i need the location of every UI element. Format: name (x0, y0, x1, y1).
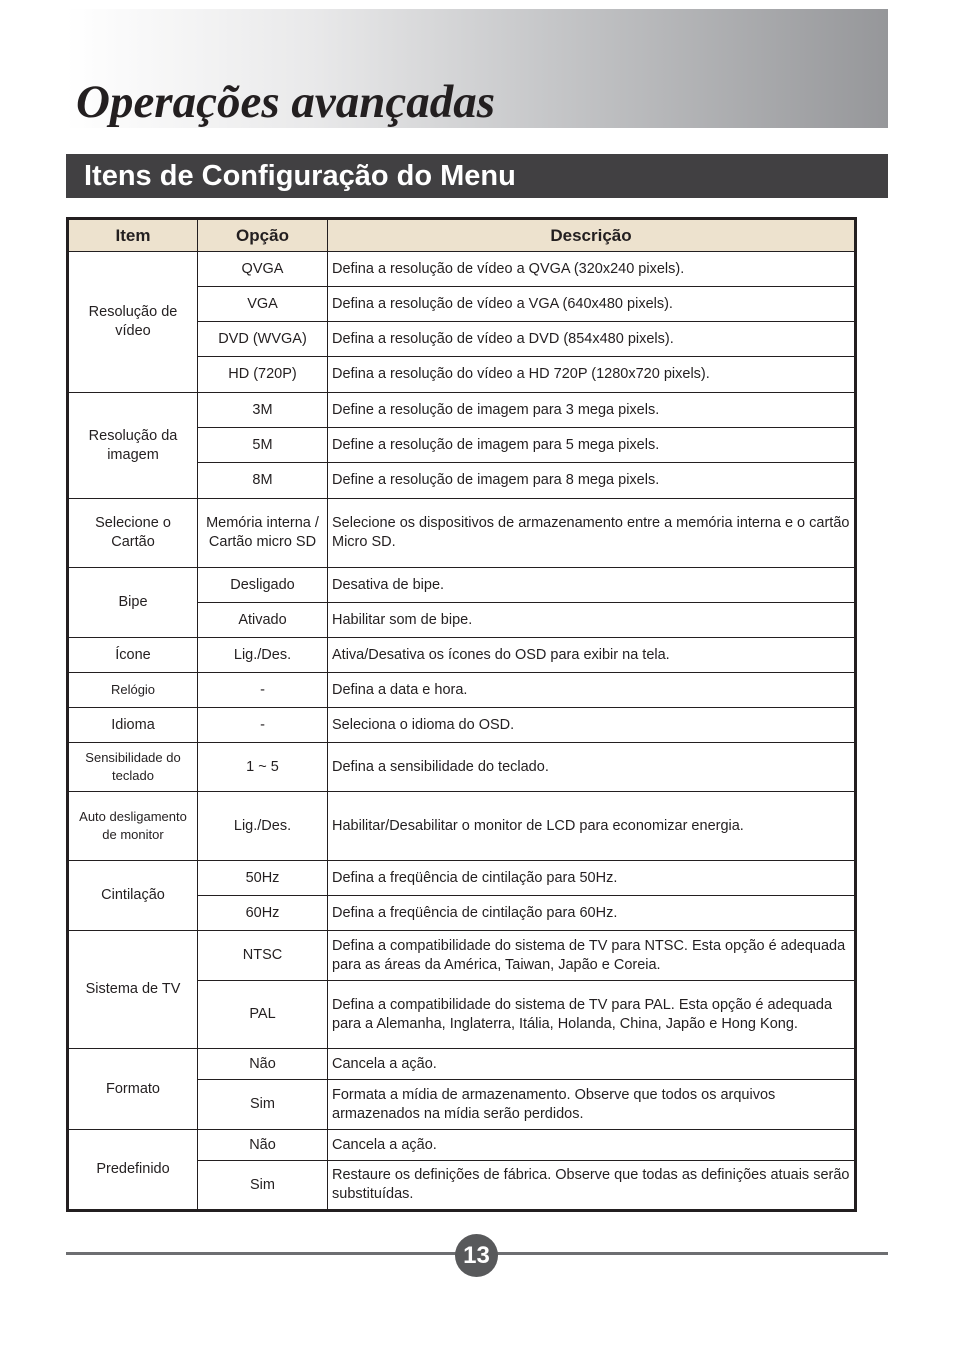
table-row (68, 931, 856, 981)
section-title: Itens de Configuração do Menu (84, 160, 516, 192)
item-cell: Resolução da imagem (68, 393, 198, 499)
table-row (68, 673, 856, 708)
description-cell: Formata a mídia de armazenamento. Observe que todos os arquivos armazenados na mídia serão perdidos. (328, 1080, 856, 1130)
table-row (68, 1049, 856, 1080)
description-cell: Selecione os dispositivos de armazenamento entre a memória interna e o cartão Micro SD. (328, 499, 856, 568)
description-cell: Habilitar/Desabilitar o monitor de LCD para economizar energia. (328, 792, 856, 861)
item-cell: Resolução de vídeo (68, 252, 198, 393)
option-cell: Lig./Des. (198, 792, 328, 861)
item-cell: Idioma (68, 708, 198, 743)
table-row (68, 708, 856, 743)
description-cell: Defina a resolução do vídeo a HD 720P (1280x720 pixels). (328, 357, 856, 393)
header-option: Opção (198, 219, 328, 252)
item-cell: Relógio (68, 673, 198, 708)
item-cell: Cintilação (68, 861, 198, 931)
option-cell: 5M (198, 428, 328, 463)
page-number-badge: 13 (455, 1234, 498, 1277)
item-cell: Sistema de TV (68, 931, 198, 1049)
table-row (68, 638, 856, 673)
section-bar (66, 154, 888, 198)
description-cell: Define a resolução de imagem para 3 mega pixels. (328, 393, 856, 428)
header-description: Descrição (328, 219, 856, 252)
option-cell: Memória interna / Cartão micro SD (198, 499, 328, 568)
description-cell: Defina a compatibilidade do sistema de TV para NTSC. Esta opção é adequada para as áreas da América, Taiwan, Japão e Coreia. (328, 931, 856, 981)
option-cell: 8M (198, 463, 328, 499)
table-row (68, 792, 856, 861)
description-cell: Seleciona o idioma do OSD. (328, 708, 856, 743)
item-cell: Formato (68, 1049, 198, 1130)
option-cell: NTSC (198, 931, 328, 981)
option-cell: 50Hz (198, 861, 328, 896)
option-cell: - (198, 673, 328, 708)
description-cell: Cancela a ação. (328, 1049, 856, 1080)
item-cell: Ícone (68, 638, 198, 673)
option-cell: HD (720P) (198, 357, 328, 393)
description-cell: Desativa de bipe. (328, 568, 856, 603)
option-cell: DVD (WVGA) (198, 322, 328, 357)
description-cell: Defina a freqüência de cintilação para 50Hz. (328, 861, 856, 896)
option-cell: QVGA (198, 252, 328, 287)
option-cell: Lig./Des. (198, 638, 328, 673)
item-cell: Predefinido (68, 1130, 198, 1211)
table-row (68, 252, 856, 287)
option-cell: Não (198, 1049, 328, 1080)
description-cell: Defina a resolução de vídeo a QVGA (320x240 pixels). (328, 252, 856, 287)
option-cell: VGA (198, 287, 328, 322)
option-cell: 3M (198, 393, 328, 428)
description-cell: Defina a sensibilidade do teclado. (328, 743, 856, 792)
option-cell: Sim (198, 1161, 328, 1211)
table-row (68, 393, 856, 428)
description-cell: Define a resolução de imagem para 5 mega pixels. (328, 428, 856, 463)
table-header-row (68, 219, 856, 252)
description-cell: Defina a resolução de vídeo a VGA (640x480 pixels). (328, 287, 856, 322)
item-cell: Bipe (68, 568, 198, 638)
option-cell: Ativado (198, 603, 328, 638)
table-row (68, 499, 856, 568)
option-cell: 1 ~ 5 (198, 743, 328, 792)
item-cell: Sensibilidade do teclado (68, 743, 198, 792)
item-cell: Auto desligamento de monitor (68, 792, 198, 861)
option-cell: - (198, 708, 328, 743)
description-cell: Defina a data e hora. (328, 673, 856, 708)
option-cell: Sim (198, 1080, 328, 1130)
description-cell: Define a resolução de imagem para 8 mega pixels. (328, 463, 856, 499)
description-cell: Habilitar som de bipe. (328, 603, 856, 638)
page-title: Operações avançadas (76, 76, 496, 128)
description-cell: Ativa/Desativa os ícones do OSD para exibir na tela. (328, 638, 856, 673)
item-cell: Selecione o Cartão (68, 499, 198, 568)
option-cell: 60Hz (198, 896, 328, 931)
description-cell: Restaure os definições de fábrica. Observe que todas as definições atuais serão substituídas. (328, 1161, 856, 1211)
menu-settings-table (66, 217, 857, 1212)
description-cell: Cancela a ação. (328, 1130, 856, 1161)
header-item: Item (68, 219, 198, 252)
option-cell: PAL (198, 981, 328, 1049)
option-cell: Não (198, 1130, 328, 1161)
option-cell: Desligado (198, 568, 328, 603)
description-cell: Defina a compatibilidade do sistema de TV para PAL. Esta opção é adequada para a Alemanha, Inglaterra, Itália, Holanda, China, Japão e Hong Kong. (328, 981, 856, 1049)
table-row (68, 743, 856, 792)
table-row (68, 1130, 856, 1161)
description-cell: Defina a freqüência de cintilação para 60Hz. (328, 896, 856, 931)
table-row (68, 861, 856, 896)
table-row (68, 568, 856, 603)
description-cell: Defina a resolução de vídeo a DVD (854x480 pixels). (328, 322, 856, 357)
